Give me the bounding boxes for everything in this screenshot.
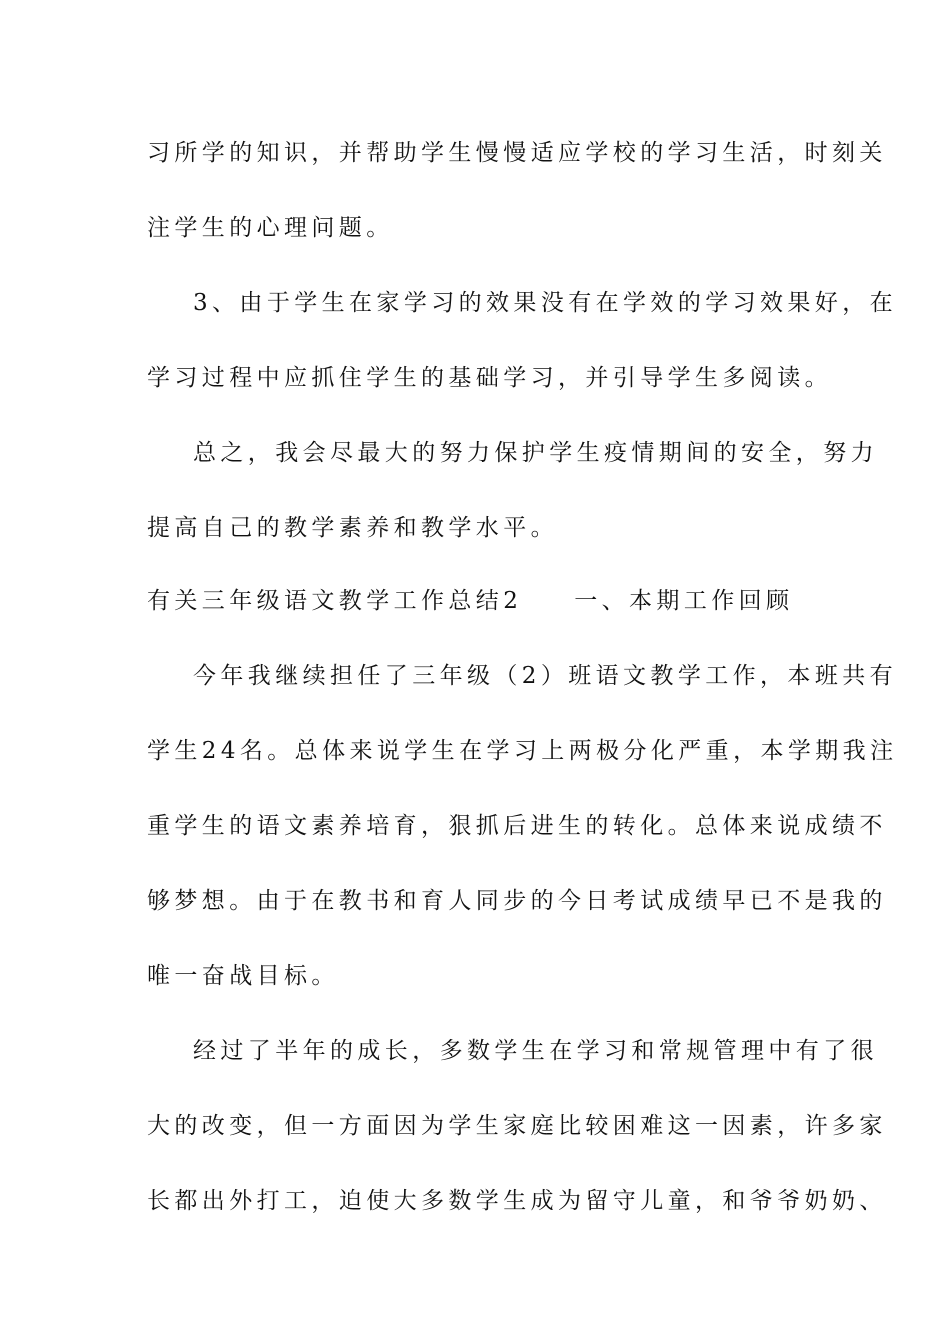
body-text-line: 3、由于学生在家学习的效果没有在学效的学习效果好，在 bbox=[193, 290, 898, 316]
section-heading bbox=[147, 586, 807, 616]
body-text-line: 总之，我会尽最大的努力保护学生疫情期间的安全，努力 bbox=[193, 440, 878, 466]
body-text-line: 唯一奋战目标。 bbox=[147, 963, 339, 989]
body-text-line: 今年我继续担任了三年级（2）班语文教学工作，本班共有 bbox=[193, 663, 898, 689]
body-text-line: 学生24名。总体来说学生在学习上两极分化严重，本学期我注 bbox=[147, 738, 898, 764]
body-text-line: 注学生的心理问题。 bbox=[147, 215, 394, 241]
body-text-line: 学习过程中应抓住学生的基础学习，并引导学生多阅读。 bbox=[147, 365, 832, 391]
body-text-line: 重学生的语文素养培育，狠抓后进生的转化。总体来说成绩不 bbox=[147, 813, 887, 839]
body-text-line: 长都出外打工，迫使大多数学生成为留守儿童，和爷爷奶奶、 bbox=[147, 1188, 887, 1214]
body-text-line: 够梦想。由于在教书和育人同步的今日考试成绩早已不是我的 bbox=[147, 888, 887, 914]
document-title: 有关三年级语文教学工作总结2 bbox=[147, 588, 523, 614]
section-title: 一、本期工作回顾 bbox=[574, 588, 794, 614]
body-text-line: 提高自己的教学素养和教学水平。 bbox=[147, 515, 558, 541]
body-text-line: 经过了半年的成长，多数学生在学习和常规管理中有了很 bbox=[193, 1038, 878, 1064]
body-text-line: 习所学的知识，并帮助学生慢慢适应学校的学习生活，时刻关 bbox=[147, 140, 887, 166]
body-text-line: 大的改变，但一方面因为学生家庭比较困难这一因素，许多家 bbox=[147, 1113, 887, 1139]
